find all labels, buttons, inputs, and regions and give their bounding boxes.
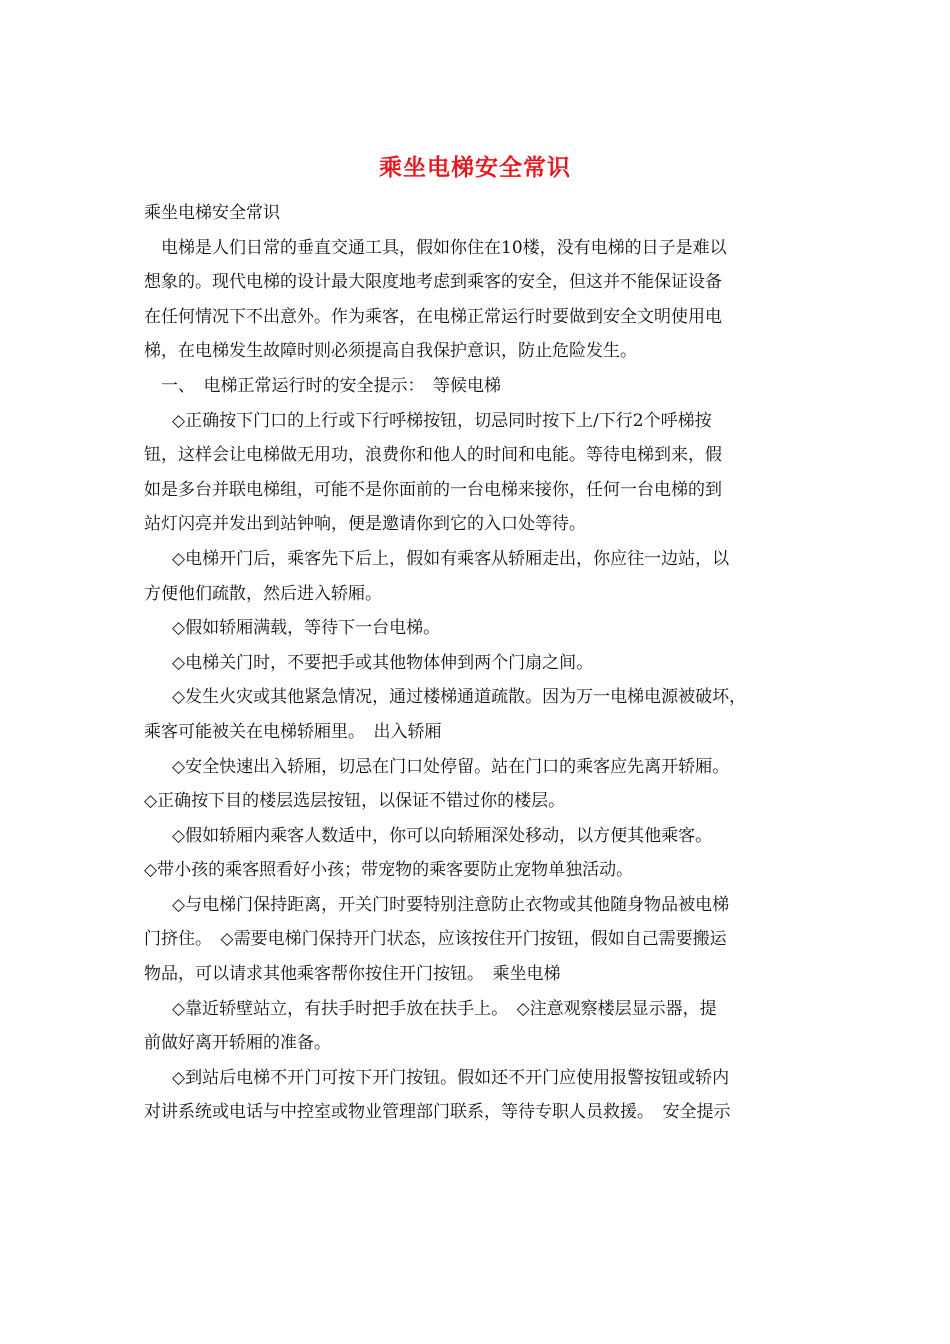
body-line: 一、 电梯正常运行时的安全提示： 等候电梯 [161,375,501,396]
body-line: ◇发生火灾或其他紧急情况，通过楼梯通道疏散。因为万一电梯电源被破坏， [172,687,747,708]
body-line: ◇正确按下门口的上行或下行呼梯按钮，切忌同时按下上/下行2个呼梯按 [172,410,712,431]
body-line: 门挤住。 ◇需要电梯门保持开门状态，应该按住开门按钮，假如自己需要搬运 [144,929,727,950]
body-line: 对讲系统或电话与中控室或物业管理部门联系，等待专职人员救援。 安全提示 [144,1102,731,1123]
body-line: 电梯是人们日常的垂直交通工具，假如你住在10楼，没有电梯的日子是难以 [161,237,727,258]
body-line: 梯，在电梯发生故障时则必须提高自我保护意识，防止危险发生。 [144,341,637,362]
body-line: ◇假如轿厢内乘客人数适中，你可以向轿厢深处移动，以方便其他乘客。 [172,825,713,846]
body-line: ◇到站后电梯不开门可按下开门按钮。假如还不开门应使用报警按钮或轿内 [172,1067,730,1088]
document-subtitle: 乘坐电梯安全常识 [144,203,280,223]
body-line: 想象的。现代电梯的设计最大限度地考虑到乘客的安全，但这并不能保证设备 [144,272,722,293]
body-line: 物品，可以请求其他乘客帮你按住开门按钮。 乘坐电梯 [144,964,561,985]
body-line: ◇安全快速出入轿厢，切忌在门口处停留。站在门口的乘客应先离开轿厢。 [172,756,730,777]
body-line: 前做好离开轿厢的准备。 [144,1033,331,1054]
body-line: 钮，这样会让电梯做无用功，浪费你和他人的时间和电能。等待电梯到来，假 [144,445,722,466]
body-line: ◇假如轿厢满载，等待下一台电梯。 [172,618,441,639]
document-body [144,196,812,1130]
body-line: ◇正确按下目的楼层选层按钮，以保证不错过你的楼层。 [144,791,566,812]
body-line: 如是多台并联电梯组，可能不是你面前的一台电梯来接你，任何一台电梯的到 [144,479,722,500]
body-line: 方便他们疏散，然后进入轿厢。 [144,583,382,604]
body-line: 乘客可能被关在电梯轿厢里。 出入轿厢 [144,721,442,742]
body-line: ◇带小孩的乘客照看好小孩；带宠物的乘客要防止宠物单独活动。 [144,860,634,881]
body-line: ◇电梯开门后，乘客先下后上，假如有乘客从轿厢走出，你应往一边站，以 [172,548,730,569]
body-line: 在任何情况下不出意外。作为乘客，在电梯正常运行时要做到安全文明使用电 [144,306,722,327]
document-title: 乘坐电梯安全常识 [379,154,571,181]
body-line: ◇与电梯门保持距离，开关门时要特别注意防止衣物或其他随身物品被电梯 [172,894,730,915]
body-line: 站灯闪亮并发出到站钟响，便是邀请你到它的入口处等待。 [144,514,586,535]
body-line: ◇电梯关门时，不要把手或其他物体伸到两个门扇之间。 [172,652,594,673]
body-line: ◇靠近轿壁站立，有扶手时把手放在扶手上。 ◇注意观察楼层显示器，提 [172,998,717,1019]
